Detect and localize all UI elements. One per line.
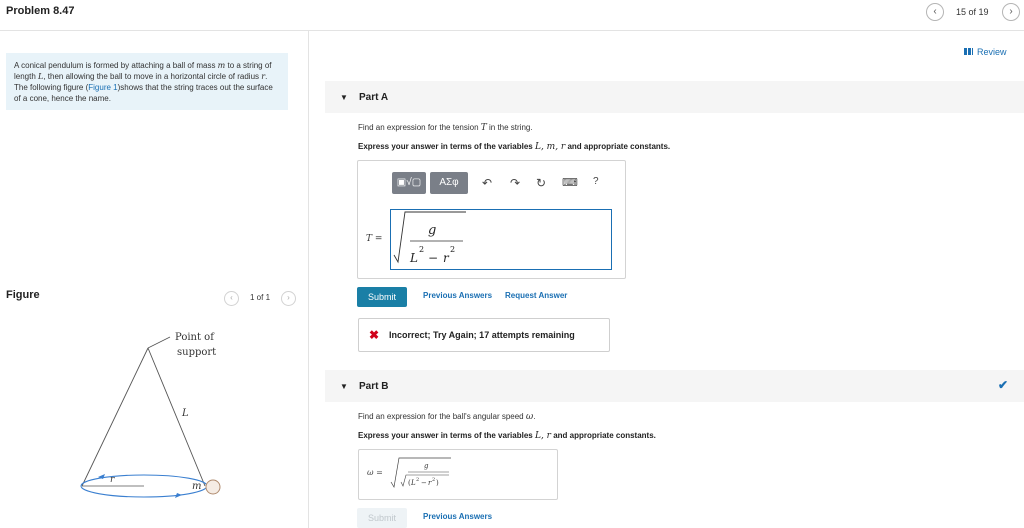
angular-speed-label: ω = <box>367 468 383 477</box>
svg-text:g: g <box>424 462 429 470</box>
motion-arrow-icon <box>175 493 182 498</box>
reset-icon[interactable]: ↻ <box>536 176 547 190</box>
figure-page-indicator: 1 of 1 <box>250 293 271 302</box>
previous-answers-link[interactable]: Previous Answers <box>423 291 493 300</box>
templates-button[interactable]: ▣√▢ <box>392 172 426 194</box>
incorrect-icon: ✖ <box>369 328 380 342</box>
left-pane <box>0 31 309 528</box>
part-a-prompt: Find an expression for the tension T in the string. <box>358 123 533 133</box>
figure-label: Figure <box>6 289 40 301</box>
part-a-header[interactable] <box>325 81 1024 113</box>
conical-pendulum-figure <box>70 321 240 521</box>
chevron-right-icon: › <box>1009 6 1013 17</box>
svg-text:2: 2 <box>432 477 436 483</box>
part-b-instruction: Express your answer in terms of the variables L, r and appropriate constants. <box>358 431 656 441</box>
part-b-answer-expression <box>389 455 459 495</box>
part-a-title: Part A <box>359 92 389 103</box>
support-pointer-line <box>148 337 170 348</box>
tension-answer-input[interactable] <box>390 209 612 270</box>
svg-text:2: 2 <box>450 245 456 254</box>
svg-text:−: − <box>421 479 427 487</box>
prev-problem-button[interactable] <box>926 3 944 21</box>
svg-text:2: 2 <box>416 477 420 483</box>
part-b-previous-answers-link[interactable]: Previous Answers <box>423 512 493 521</box>
problem-counter: 15 of 19 <box>956 7 989 17</box>
svg-text:g: g <box>428 223 437 238</box>
review-link[interactable]: Review <box>964 47 1007 57</box>
redo-icon[interactable]: ↷ <box>510 176 521 190</box>
symbols-button[interactable]: ΑΣφ <box>430 172 468 194</box>
chevron-left-icon: ‹ <box>230 293 233 302</box>
undo-icon[interactable]: ↶ <box>482 176 493 190</box>
mass-label: m <box>192 481 202 492</box>
length-label: L <box>182 408 189 419</box>
review-icon <box>964 48 973 55</box>
var-r: r <box>261 72 266 81</box>
svg-text:r: r <box>428 479 432 487</box>
help-icon[interactable]: ? <box>593 176 599 187</box>
svg-text:L: L <box>410 251 418 265</box>
problem-intro: A conical pendulum is formed by attaching a ball of mass m to a string of length L, then allowing the ball to move in a horizontal circle of radius r. The following figure (Figure 1)shows that the string traces out the surface of a cone, hence the name. <box>6 53 288 110</box>
feedback-message <box>358 318 610 352</box>
top-bar <box>0 0 1024 31</box>
chevron-right-icon: › <box>287 293 290 302</box>
point-of-label: Point of <box>175 332 214 343</box>
part-b-header[interactable] <box>325 370 1024 402</box>
part-a-answer-box <box>357 160 626 279</box>
next-problem-button[interactable] <box>1002 3 1020 21</box>
figure-prev-button[interactable] <box>224 291 239 306</box>
svg-text:2: 2 <box>419 245 425 254</box>
svg-text:r: r <box>443 251 449 265</box>
checkmark-icon: ✔ <box>997 378 1008 392</box>
figure-link[interactable]: Figure 1 <box>88 83 118 92</box>
answer-expression <box>391 210 611 269</box>
var-L: L <box>38 72 44 81</box>
support-label: support <box>177 347 217 358</box>
string-line <box>148 348 205 486</box>
svg-text:L: L <box>411 479 416 487</box>
part-a-instruction: Express your answer in terms of the variables L, m, r and appropriate constants. <box>358 142 671 152</box>
caret-down-icon: ▼ <box>340 382 348 391</box>
problem-title: Problem 8.47 <box>6 5 75 17</box>
var-m: m <box>217 61 226 70</box>
figure-next-button[interactable] <box>281 291 296 306</box>
part-b-answer-box <box>358 449 558 500</box>
keyboard-icon[interactable]: ⌨ <box>562 177 578 189</box>
svg-text:(: ( <box>408 479 411 487</box>
caret-down-icon: ▼ <box>340 93 348 102</box>
part-a-submit-button[interactable]: Submit <box>357 287 407 307</box>
chevron-left-icon: ‹ <box>933 6 937 17</box>
feedback-text: Incorrect; Try Again; 17 attempts remaining <box>389 330 575 340</box>
tension-label: T = <box>366 234 383 244</box>
part-b-submit-button: Submit <box>357 508 407 528</box>
part-b-prompt: Find an expression for the ball's angular speed ω. <box>358 412 536 422</box>
ball <box>206 480 220 494</box>
request-answer-link[interactable]: Request Answer <box>505 291 568 300</box>
cone-left-line <box>82 348 148 486</box>
svg-text:−: − <box>428 251 439 265</box>
svg-text:): ) <box>436 479 439 487</box>
part-b-title: Part B <box>359 381 389 392</box>
radius-label: r <box>110 475 115 485</box>
